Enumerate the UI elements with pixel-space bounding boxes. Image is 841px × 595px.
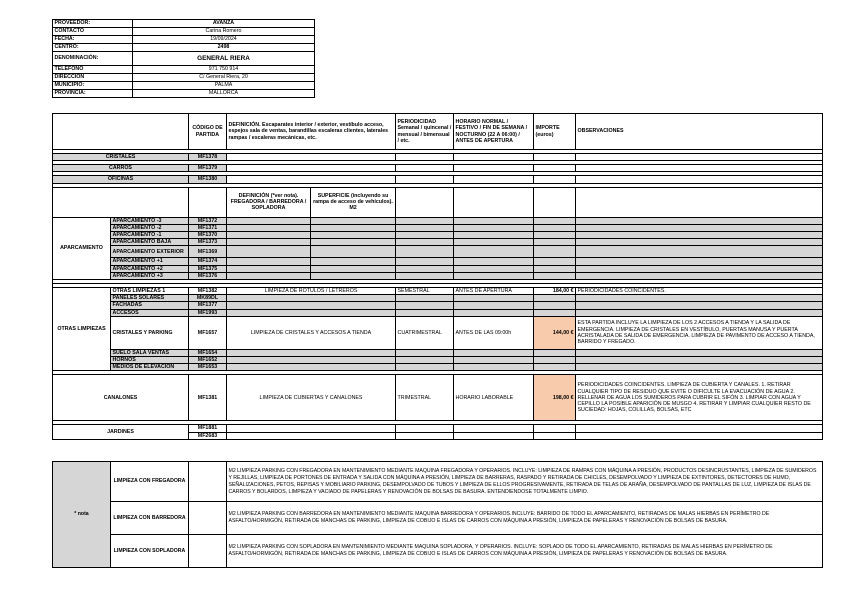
otras-group-label: OTRAS LIMPIEZAS (53, 288, 111, 371)
cristales-parking-periodicidad: CUATRIMESTRAL (396, 316, 454, 349)
header-importe: IMPORTE (euros) (534, 114, 576, 150)
carros-label: CARROS (53, 165, 189, 172)
nota-row (53, 462, 823, 502)
otras-1-code: MF1382 (189, 288, 227, 295)
jardines-code-2: MF2683 (189, 432, 227, 439)
aparcamiento-label: APARCAMIENTO +3 (111, 272, 189, 279)
nota-text: M2 LIMPIEZA PARKING CON FREGADORA EN MANTENIMIENTO MEDIANTE MAQUINA FREGADORA Y OPERARIOS. INCLUYE: LIMPIEZA DE RAMPAS CON MÁQUINA A PRESIÓN, PRODUCTOS DESINCRUSTANTES, LIMPIEZA DE SUMIDEROS Y REJILLAS, LIMPIEZA DE PORTONES DE ENTRADA Y SALIDA CON MÁQUINA A PRESIÓN, LIMPIEZA DE BARRERAS, RASPADO Y RETIRADA DE CHICLES, DESEMPOLVADO Y LIMPIEZA DE EXTINTORES, DETECTORES DE HUMO, SEÑALIZACIONES, PETOS, REPISAS Y MOBILIARIO PARKING, DESEMPOLVADO DE TUBOS Y LIMPIEZA DE ELLOS PROGRESIVAMENTE, RETIRADA DE TELAS DE ARAÑA, DESEMPOLVADO DE PANTALLAS DE LUZ, LIMPIEZA DE ISLAS DE CARROS Y BOLARDOS, LIMPIEZA Y VACIADO DE PAPELERAS Y RENOVACIÓN DE BOLSAS DE BASURA. ENTENDIENDOSE TOTALMENTE LIMPIO. (227, 462, 823, 502)
info-row (53, 82, 315, 90)
otras-row (53, 309, 823, 316)
aparcamiento-row (53, 239, 823, 246)
cristales-row (53, 154, 823, 161)
otras-row (53, 302, 823, 309)
carros-code: MF1379 (189, 165, 227, 172)
info-value: 2498 (133, 44, 315, 52)
sub-header-row (53, 187, 823, 217)
info-label: PROVEEDOR: (53, 20, 133, 28)
aparcamiento-label: APARCAMIENTO EXTERIOR (111, 246, 189, 258)
otras-code: MF1377 (189, 302, 227, 309)
sub-header-superficie: SUPERFICIE (incluyendo su rampa de acceso de vehículos). M2 (311, 187, 396, 217)
aparcamiento-code: MF1373 (189, 239, 227, 246)
cristales-parking-label: CRISTALES Y PARKING (111, 316, 189, 349)
header-periodicidad: PERIODICIDAD Semanal / quincenal / mensual / bimensual / etc. (396, 114, 454, 150)
header-observaciones: OBSERVACIONES (576, 114, 823, 150)
info-label: CENTRO: (53, 44, 133, 52)
otras-limpiezas-section (53, 288, 823, 371)
otras-row (53, 364, 823, 371)
otras-code: MF1654 (189, 349, 227, 356)
info-label: TELÉFONO (53, 66, 133, 74)
jardines-row (53, 425, 823, 432)
canalones-label: CANALONES (53, 375, 189, 421)
otras-code: MF1653 (189, 364, 227, 371)
info-row (53, 20, 315, 28)
aparcamiento-code: MF1372 (189, 217, 227, 224)
aparcamiento-code: MF1370 (189, 232, 227, 239)
cristales-parking-row (53, 316, 823, 349)
info-label: PROVINCIA: (53, 90, 133, 98)
info-row (53, 66, 315, 74)
aparcamiento-label: APARCAMIENTO -1 (111, 232, 189, 239)
info-value: GENERAL RIERA (133, 52, 315, 66)
otras-1-importe: 184,00 € (534, 288, 576, 295)
otras-code: MF1652 (189, 357, 227, 364)
info-row (53, 28, 315, 36)
otras-row (53, 357, 823, 364)
info-value: MALLORCA (133, 90, 315, 98)
aparcamiento-code: MF1369 (189, 246, 227, 258)
otras-1-observaciones: PERIODICIDADES COINCIDENTES. (576, 288, 823, 295)
header-definicion: DEFINICIÓN. Escaparates interior / exterior, vestíbulo acceso, espejos sala de ventas, barandillas escaleras clientes, laterales rampas / escaleras mecánicas, etc. (227, 114, 396, 150)
info-label: DIRECCIÓN (53, 74, 133, 82)
otras-code: MF1993 (189, 309, 227, 316)
info-value: 971 750 914 (133, 66, 315, 74)
info-row (53, 90, 315, 98)
aparcamiento-row (53, 232, 823, 239)
aparcamiento-row (53, 258, 823, 265)
nota-table (52, 461, 823, 568)
nota-type: LIMPIEZA CON BARREDORA (111, 502, 189, 535)
info-row (53, 44, 315, 52)
otras-code: MK89DL (189, 295, 227, 302)
provider-info-body (53, 20, 315, 98)
info-row (53, 74, 315, 82)
header-blank (53, 114, 189, 150)
aparcamiento-label: APARCAMIENTO BAJA (111, 239, 189, 246)
info-value: 19/09/2024 (133, 36, 315, 44)
jardines-label: JARDINES (53, 425, 189, 439)
cristales-parking-importe: 144,00 € (534, 316, 576, 349)
nota-type: LIMPIEZA CON SOPLADORA (111, 535, 189, 568)
otras-label: MEDIOS DE ELEVACIÓN (111, 364, 189, 371)
canalones-definicion: LIMPIEZA DE CUBIERTAS Y CANALONES (227, 375, 396, 421)
canalones-observaciones: PERIODICIDADES COINCIDENTES. LIMPIEZA DE CUBIERTA Y CANALES. 1. RETIRAR CUALQUIER TIPO DE RESIDUO QUE EVITE O DIFICULTE LA EVACUACIÓN DE AGUA 2. RELLENAR DE AGUA LOS SUMIDEROS PARA CUBRIR EL SIFÓN 3. LIMPIAR CON AGUA Y CEPILLO LA POSIBLE APARICIÓN DE MUSGO 4. RETIRAR Y LIMPIAR CUALQUIER RESTO DE SUCIEDAD: HOJAS, COLILLAS, BOLSAS, ETC (576, 375, 823, 421)
services-table (52, 113, 823, 440)
otras-label: SUELO SALA VENTAS (111, 349, 189, 356)
canalones-importe: 198,00 € (534, 375, 576, 421)
aparcamiento-row (53, 224, 823, 231)
otras-1-label: OTRAS LIMPIEZAS 1 (111, 288, 189, 295)
info-value: Carina Romero (133, 28, 315, 36)
header-horario: HORARIO NORMAL / FESTIVO / FIN DE SEMANA / NOCTURNO (22 A 06:00) / ANTES DE APERTURA (454, 114, 534, 150)
nota-type: LIMPIEZA CON FREGADORA (111, 462, 189, 502)
header-row (53, 114, 823, 150)
nota-row (53, 535, 823, 568)
cristales-parking-code: MF1657 (189, 316, 227, 349)
otras-label: ACCESOS (111, 309, 189, 316)
carros-row (53, 165, 823, 172)
aparcamiento-code: MF1371 (189, 224, 227, 231)
nota-body (53, 462, 823, 568)
otras-1-periodicidad: SEMESTRAL (396, 288, 454, 295)
nota-row (53, 502, 823, 535)
otras-1-definicion: LIMPIEZA DE RÓTULOS / LETREROS (227, 288, 396, 295)
otras-label: HORNOS (111, 357, 189, 364)
aparcamiento-group-label: APARCAMIENTO (53, 217, 111, 279)
canalones-row (53, 375, 823, 421)
cristales-code: MF1378 (189, 154, 227, 161)
aparcamiento-section (53, 217, 823, 279)
canalones-periodicidad: TRIMESTRAL (396, 375, 454, 421)
cristales-parking-definicion: LIMPIEZA DE CRISTALES Y ACCESOS A TIENDA (227, 316, 396, 349)
aparcamiento-label: APARCAMIENTO -2 (111, 224, 189, 231)
info-value: AVANZA (133, 20, 315, 28)
aparcamiento-label: APARCAMIENTO +2 (111, 265, 189, 272)
header-codigo: CÓDIGO DE PARTIDA (189, 114, 227, 150)
oficinas-row (53, 176, 823, 183)
aparcamiento-row (53, 272, 823, 279)
cristales-label: CRISTALES (53, 154, 189, 161)
otras-label: PANELES SOLARES (111, 295, 189, 302)
nota-text: M2 LIMPIEZA PARKING CON BARREDORA EN MANTENIMIENTO MEDIANTE MAQUINA BARREDORA Y OPERARIOS.INCLUYE: BARRIDO DE TODO EL APARCAMIENTO, RETIRADAS DE MALAS HIERBAS EN PERÍMETRO DE ASFALTO/HORMIGÓN, RETIRADA DE MANCHAS DE PARKING, LIMPIEZA DE COBIJO E ISLAS DE CARROS CON MÁQUINA A PRESIÓN, LIMPIEZA DE PAPELERAS Y RENOVACIÓN DE BOLSAS DE BASURA. (227, 502, 823, 535)
aparcamiento-label: APARCAMIENTO -3 (111, 217, 189, 224)
canalones-code: MF1381 (189, 375, 227, 421)
otras-limpiezas-1-row (53, 288, 823, 295)
otras-1-horario: ANTES DE APERTURA (454, 288, 534, 295)
otras-label: FACHADAS (111, 302, 189, 309)
info-row (53, 36, 315, 44)
info-label: CONTACTO (53, 28, 133, 36)
info-label: DENOMINACIÓN: (53, 52, 133, 66)
aparcamiento-label: APARCAMIENTO +1 (111, 258, 189, 265)
nota-text: M2 LIMPIEZA PARKING CON SOPLADORA EN MANTENIMIENTO MEDIANTE MAQUINA SOPLADORA, Y OPERARIOS. INCLUYE: SOPLADO DE TODO EL APARCAMIENTO, RETIRADAS DE MALAS HIERBAS EN PERÍMETRO DE ASFALTO/HORMIGÓN, RETIRADA DE MANCHAS DE PARKING, LIMPIEZA DE COBIJO E ISLAS DE CARROS CON MÁQUINA A PRESIÓN, LIMPIEZA DE PAPELERAS Y RENOVACIÓN DE BOLSAS DE BASURA. (227, 535, 823, 568)
aparcamiento-code: MF1376 (189, 272, 227, 279)
cristales-parking-horario: ANTES DE LAS 09:00h (454, 316, 534, 349)
aparcamiento-code: MF1374 (189, 258, 227, 265)
info-row (53, 52, 315, 66)
aparcamiento-row (53, 265, 823, 272)
oficinas-label: OFICINAS (53, 176, 189, 183)
provider-info-table (52, 19, 315, 98)
info-value: C/ General Riera, 20 (133, 74, 315, 82)
otras-row (53, 349, 823, 356)
canalones-horario: HORARIO LABORABLE (454, 375, 534, 421)
aparcamiento-row (53, 217, 823, 224)
info-value: PALMA (133, 82, 315, 90)
info-label: MUNICIPIO: (53, 82, 133, 90)
aparcamiento-code: MF1375 (189, 265, 227, 272)
aparcamiento-row (53, 246, 823, 258)
jardines-code-1: MF1881 (189, 425, 227, 432)
info-label: FECHA: (53, 36, 133, 44)
cristales-parking-observaciones: ESTA PARTIDA INCLUYE LA LIMPIEZA DE LOS 2 ACCESOS A TIENDA Y LA SALIDA DE EMERGENCIA. LIMPIEZA DE CRISTALES EN VESTÍBULO, PUERTAS MANUSA Y PUERTA ACRISTALADA DE SALIDA DE EMERGENCIA. LIMPIEZA DE PAVIMENTO DE ACCESO A TIENDA, BARRIDO Y FREGADO. (576, 316, 823, 349)
otras-row (53, 295, 823, 302)
sub-header-definicion: DEFINICIÓN (*ver nota). FREGADORA / BARREDORA / SOPLADORA (227, 187, 311, 217)
nota-label: * nota (53, 462, 111, 568)
oficinas-code: MF1380 (189, 176, 227, 183)
